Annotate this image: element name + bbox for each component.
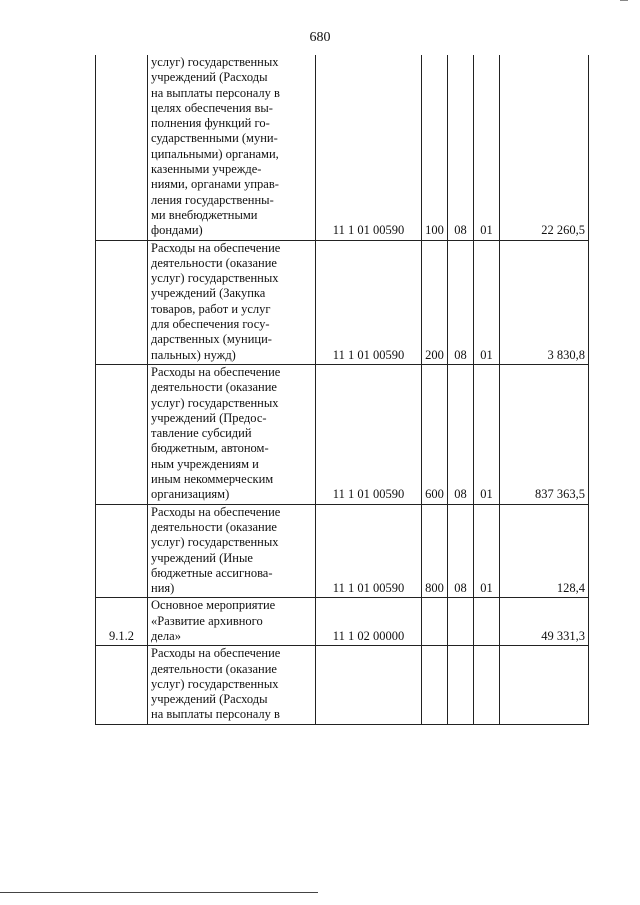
footer-rule xyxy=(0,892,318,893)
expense-name-line: тавление субсидий xyxy=(151,426,252,441)
section-cell: 08 xyxy=(448,364,474,504)
scan-mark xyxy=(620,0,628,1)
subsection-cell: 01 xyxy=(474,364,500,504)
subsection-cell xyxy=(474,646,500,724)
expense-name-line: на выплаты персоналу в xyxy=(151,707,280,722)
expense-name-line: фондами) xyxy=(151,223,203,238)
table-row xyxy=(96,504,589,598)
expense-name-line: услуг) государственных xyxy=(151,55,279,69)
subsection-cell: 01 xyxy=(474,504,500,598)
expense-name-line: «Развитие архивного xyxy=(151,613,263,628)
expense-name-line: деятельности (оказание xyxy=(151,380,277,395)
expense-name-cell xyxy=(148,55,316,240)
expense-name-line: услуг) государственных xyxy=(151,271,279,286)
expense-name-line: учреждений (Расходы xyxy=(151,692,268,707)
target-article-code-cell: 11 1 01 00590 xyxy=(316,55,422,240)
target-article-code-cell: 11 1 01 00590 xyxy=(316,240,422,364)
expense-name-line: иным некоммерческим xyxy=(151,472,274,487)
expense-name-line: дарственных (муници- xyxy=(151,332,272,347)
expense-name-line: полнения функций го- xyxy=(151,116,270,131)
expense-name-line: дела» xyxy=(151,628,181,643)
table-row xyxy=(96,646,589,724)
row-number-cell xyxy=(96,240,148,364)
expense-name-line: деятельности (оказание xyxy=(151,519,277,534)
expense-type-cell: 800 xyxy=(422,504,448,598)
row-number-cell: 9.1.2 xyxy=(96,598,148,646)
target-article-code-cell xyxy=(316,646,422,724)
expense-name-line: ниями, органами управ- xyxy=(151,177,279,192)
target-article-code-cell: 11 1 02 00000 xyxy=(316,598,422,646)
subsection-cell xyxy=(474,598,500,646)
subsection-cell: 01 xyxy=(474,240,500,364)
expense-name-line: казенными учрежде- xyxy=(151,162,262,177)
table-row xyxy=(96,240,589,364)
amount-cell: 837 363,5 xyxy=(500,364,589,504)
expense-name-line: на выплаты персоналу в xyxy=(151,85,280,100)
subsection-cell: 01 xyxy=(474,55,500,240)
expense-name-cell xyxy=(148,240,316,364)
expense-name-line: учреждений (Расходы xyxy=(151,70,268,85)
expense-name-line: ления государственны- xyxy=(151,192,274,207)
amount-cell: 3 830,8 xyxy=(500,240,589,364)
expense-name-cell xyxy=(148,504,316,598)
amount-cell: 128,4 xyxy=(500,504,589,598)
row-number-cell xyxy=(96,364,148,504)
expense-name-line: ния) xyxy=(151,581,175,596)
expense-name-line: услуг) государственных xyxy=(151,535,279,550)
section-cell xyxy=(448,646,474,724)
expense-name-line: пальных) нужд) xyxy=(151,347,236,362)
budget-table xyxy=(95,55,589,725)
section-cell xyxy=(448,598,474,646)
amount-cell xyxy=(500,646,589,724)
expense-name-line: ным учреждениям и xyxy=(151,456,259,471)
expense-name-line: бюджетным, автоном- xyxy=(151,441,269,456)
section-cell: 08 xyxy=(448,240,474,364)
expense-type-cell: 200 xyxy=(422,240,448,364)
page-number: 680 xyxy=(309,30,331,45)
expense-name-line: учреждений (Закупка xyxy=(151,286,266,301)
expense-type-cell: 100 xyxy=(422,55,448,240)
amount-cell: 49 331,3 xyxy=(500,598,589,646)
row-number-cell xyxy=(96,55,148,240)
expense-name-line: организациям) xyxy=(151,487,230,502)
table-row xyxy=(96,364,589,504)
expense-name-line: услуг) государственных xyxy=(151,676,279,691)
expense-name-line: сударственными (муни- xyxy=(151,131,278,146)
table-row xyxy=(96,55,589,240)
expense-name-line: услуг) государственных xyxy=(151,395,279,410)
expense-name-line: целях обеспечения вы- xyxy=(151,100,273,115)
target-article-code-cell: 11 1 01 00590 xyxy=(316,504,422,598)
row-number-cell xyxy=(96,646,148,724)
expense-name-cell xyxy=(148,646,316,724)
expense-name-line: деятельности (оказание xyxy=(151,661,277,676)
table-row xyxy=(96,598,589,646)
expense-name-cell xyxy=(148,364,316,504)
expense-name-cell xyxy=(148,598,316,646)
expense-name-line: Расходы на обеспечение xyxy=(151,240,281,255)
expense-name-line: учреждений (Предос- xyxy=(151,410,267,425)
expense-name-line: ципальными) органами, xyxy=(151,146,279,161)
expense-type-cell xyxy=(422,646,448,724)
expense-name-line: бюджетные ассигнова- xyxy=(151,565,273,580)
expense-name-line: Основное мероприятие xyxy=(151,598,276,613)
expense-name-line: ми внебюджетными xyxy=(151,207,258,222)
section-cell: 08 xyxy=(448,504,474,598)
expense-name-line: Расходы на обеспечение xyxy=(151,504,281,519)
expense-name-line: для обеспечения госу- xyxy=(151,317,270,332)
expense-type-cell: 600 xyxy=(422,364,448,504)
expense-type-cell xyxy=(422,598,448,646)
expense-name-line: учреждений (Иные xyxy=(151,550,253,565)
expense-name-line: Расходы на обеспечение xyxy=(151,364,281,379)
section-cell: 08 xyxy=(448,55,474,240)
target-article-code-cell: 11 1 01 00590 xyxy=(316,364,422,504)
expense-name-line: деятельности (оказание xyxy=(151,255,277,270)
expense-name-line: Расходы на обеспечение xyxy=(151,646,281,661)
row-number-cell xyxy=(96,504,148,598)
amount-cell: 22 260,5 xyxy=(500,55,589,240)
expense-name-line: товаров, работ и услуг xyxy=(151,301,271,316)
